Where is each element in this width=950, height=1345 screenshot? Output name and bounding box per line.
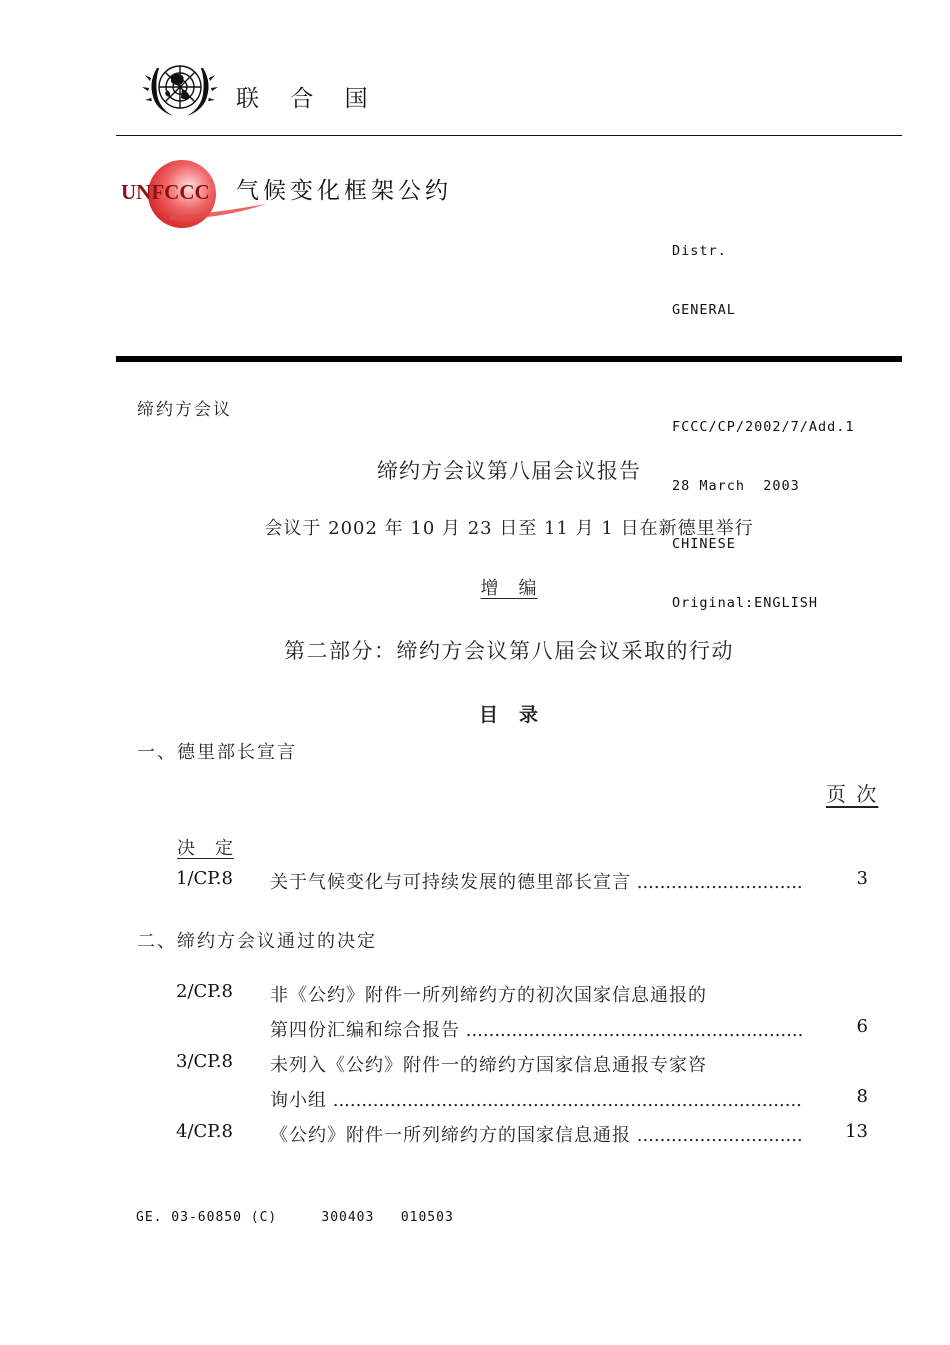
doc-date: 28 March 2003: [672, 477, 800, 494]
footer-job-info: [136, 1210, 454, 1225]
decision-header: 决 定: [177, 838, 234, 859]
section-heading-1: 一、德里部长宣言: [137, 742, 297, 763]
footer-date-1: 300403: [321, 1210, 375, 1225]
doc-language: CHINESE: [672, 536, 736, 552]
part-title: 第二部分：缔约方会议第八届会议采取的行动: [284, 639, 734, 663]
toc-page-number: 13: [845, 1121, 868, 1142]
distr-line: Distr.: [672, 243, 727, 259]
session-info: 会议于 2002 年 10 月 23 日至 11 月 1 日在新德里举行: [264, 518, 754, 539]
decision-code: 4/CP.8: [176, 1121, 233, 1142]
footer-job-number: GE. 03-60850 (C): [136, 1210, 278, 1225]
toc-page-number: 8: [856, 1086, 868, 1107]
toc-entry-text: 询小组 .....: [270, 1086, 802, 1112]
report-title: 缔约方会议第八届会议报告: [377, 459, 641, 483]
toc-page-number: 6: [856, 1016, 868, 1037]
toc-entry-text: 关于气候变化与可持续发展的德里部长宣言 .....: [270, 868, 802, 894]
un-name: 联 合 国: [236, 86, 380, 112]
addendum-label: [0, 574, 950, 600]
toc-title: 目 录: [478, 704, 539, 726]
toc-entry-text: 第四份汇编和综合报告 .....: [270, 1016, 802, 1042]
addendum-text: 增 编: [480, 578, 538, 599]
convention-name: 气候变化框架公约: [236, 178, 452, 204]
toc-entry-text: 未列入《公约》附件一的缔约方国家信息通报专家咨: [270, 1055, 707, 1076]
doc-original: Original:ENGLISH: [672, 594, 819, 611]
distr-line: GENERAL: [672, 301, 736, 318]
header-rule-thin: [116, 135, 902, 136]
decision-code: 2/CP.8: [176, 981, 233, 1002]
toc-page-number: 3: [856, 868, 868, 889]
page-column-header: 页 次: [826, 782, 879, 806]
toc-entry-text: 非《公约》附件一所列缔约方的初次国家信息通报的: [270, 985, 707, 1006]
conference-label: 缔约方会议: [137, 400, 232, 420]
toc-entry-text: 《公约》附件一所列缔约方的国家信息通报 .....: [270, 1121, 802, 1147]
doc-symbol: FCCC/CP/2002/7/Add.1: [672, 419, 855, 435]
un-emblem-icon: [141, 54, 219, 122]
decision-code: 3/CP.8: [176, 1051, 233, 1072]
decision-code: 1/CP.8: [176, 868, 233, 889]
footer-date-2: 010503: [400, 1210, 454, 1225]
section-heading-2: 二、缔约方会议通过的决定: [137, 931, 377, 952]
unfccc-logo-text: UNFCCC: [121, 180, 210, 204]
header-rule-thick: [116, 356, 902, 362]
document-info: [672, 203, 855, 633]
